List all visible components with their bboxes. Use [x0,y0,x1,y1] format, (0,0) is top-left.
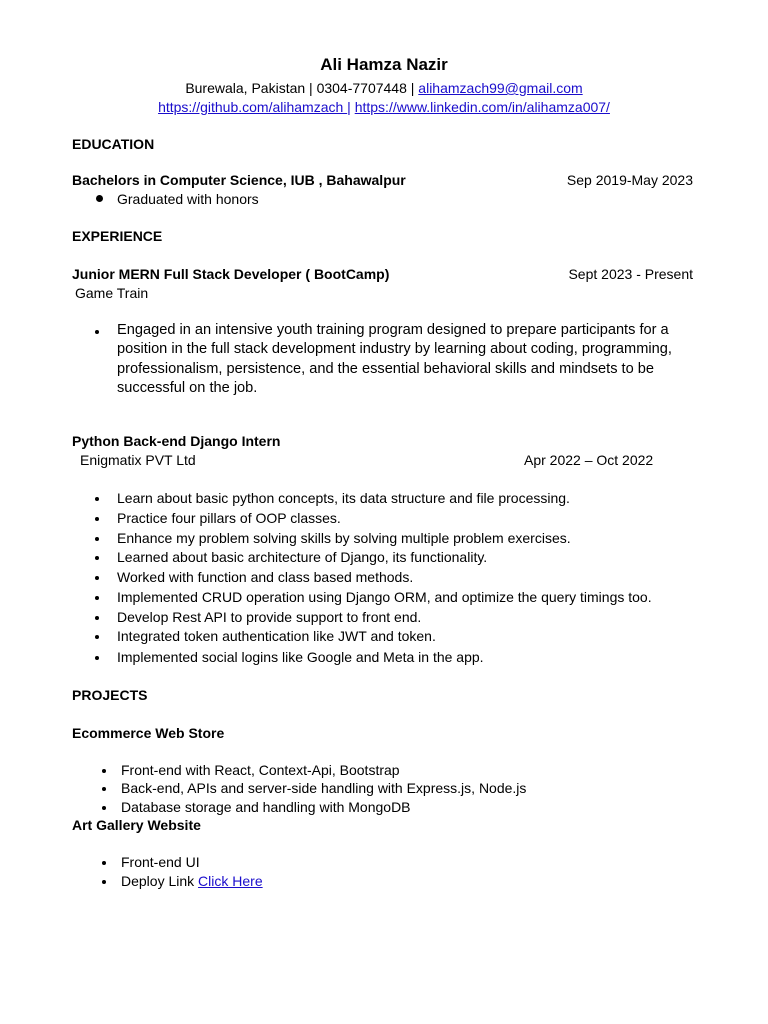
job-company: Enigmatix PVT Ltd [80,452,196,468]
github-link[interactable]: https://github.com/alihamzach [158,99,348,115]
location-phone: Burewala, Pakistan | 0304-7707448 | [185,80,419,96]
list-item: Implemented CRUD operation using Django ORM, and optimize the query timings too. [117,589,652,605]
list-item: Implemented social logins like Google and Meta in the app. [117,649,484,665]
job-title: Junior MERN Full Stack Developer ( BootCamp) [72,266,390,282]
deploy-link-label: Deploy Link [121,873,199,889]
bullet-dot [95,576,99,580]
list-item: Integrated token authentication like JWT and token. [117,628,436,644]
list-item: Front-end UI [121,854,200,870]
list-item: Front-end with React, Context-Api, Bootstrap [121,762,400,778]
degree-title: Bachelors in Computer Science, IUB , Bahawalpur [72,172,406,188]
job-description: Engaged in an intensive youth training program designed to prepare participants for a position in the full stack development industry by learning about coding, programming, professionalism, persistence, and the essential behavioral skills and mindsets to be successful on the job. [117,322,672,396]
list-item: Back-end, APIs and server-side handling with Express.js, Node.js [121,780,527,796]
bullet-dot [102,806,106,810]
projects-heading: PROJECTS [72,687,148,703]
bullet-dot [95,596,99,600]
bullet-dot [95,656,99,660]
link-separator: | [347,99,351,115]
bullet-dot [95,616,99,620]
experience-heading: EXPERIENCE [72,228,163,244]
job-dates: Apr 2022 – Oct 2022 [524,452,654,468]
bullet-dot [102,880,106,884]
list-item: Learn about basic python concepts, its data structure and file processing. [117,490,570,506]
contact-line [0,80,768,96]
project-title: Ecommerce Web Store [72,725,225,741]
email-link[interactable]: alihamzach99@gmail.com [418,80,583,96]
bullet-dot [95,330,99,334]
education-bullet: Graduated with honors [117,191,259,207]
bullet-dot [95,635,99,639]
list-item: Develop Rest API to provide support to front end. [117,609,422,625]
bullet-dot [95,537,99,541]
bullet-dot [102,861,106,865]
bullet-dot [95,517,99,521]
list-item: Database storage and handling with MongoDB [121,799,411,815]
deploy-link[interactable]: Click Here [198,873,263,889]
list-item: Learned about basic architecture of Django, its functionality. [117,549,488,565]
degree-dates: Sep 2019-May 2023 [566,172,693,188]
list-item [121,873,263,889]
job-dates: Sept 2023 - Present [568,266,693,282]
project-title: Art Gallery Website [72,817,201,833]
linkedin-link[interactable]: https://www.linkedin.com/in/alihamza007/ [354,99,610,115]
list-item: Worked with function and class based methods. [117,569,414,585]
list-item: Practice four pillars of OOP classes. [117,510,341,526]
job-title: Python Back-end Django Intern [72,433,281,449]
list-item: Enhance my problem solving skills by solving multiple problem exercises. [117,530,571,546]
education-heading: EDUCATION [72,136,155,152]
bullet-dot [102,769,106,773]
job-company: Game Train [75,285,149,301]
bullet-dot [96,195,103,202]
bullet-dot [102,787,106,791]
resume-name: Ali Hamza Nazir [320,55,448,74]
bullet-dot [95,497,99,501]
profile-links [0,99,768,115]
bullet-dot [95,556,99,560]
